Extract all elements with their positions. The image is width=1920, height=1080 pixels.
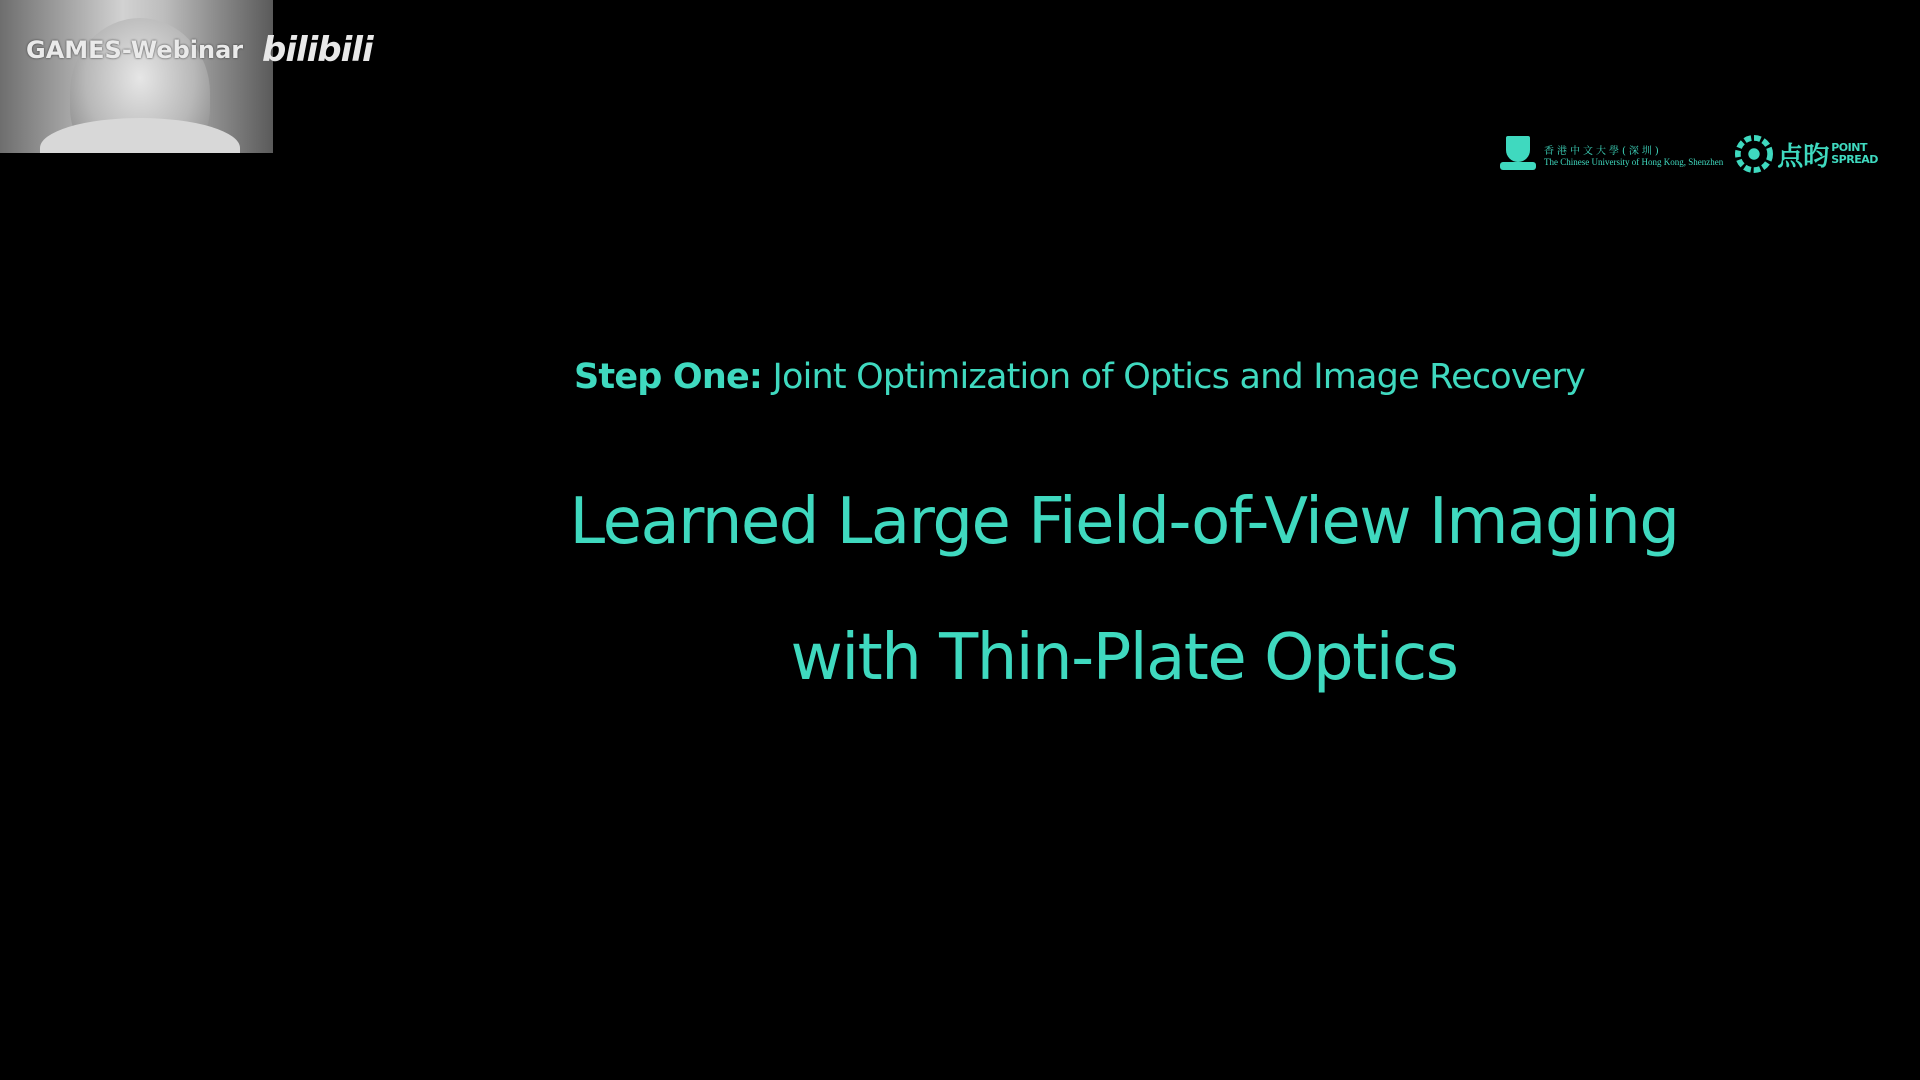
step-label: Step One: [574, 357, 763, 397]
bilibili-logo: bilibili [262, 30, 373, 70]
slide-title-line-2: with Thin-Plate Optics [790, 621, 1458, 695]
cuhk-crest-icon [1500, 134, 1536, 174]
pointspread-word-spread: SPREAD [1831, 153, 1878, 166]
pointspread-aperture-icon [1735, 135, 1773, 173]
slide-title-line-1: Learned Large Field-of-View Imaging [569, 485, 1679, 559]
pointspread-name-zh: 点昀 [1777, 141, 1830, 172]
webcam-video [0, 0, 273, 153]
pointspread-logo [1735, 135, 1878, 173]
sponsor-logos [1500, 132, 1878, 176]
step-text: Joint Optimization of Optics and Image Recovery [762, 357, 1586, 397]
step-heading [574, 357, 1585, 397]
cuhk-logo-text [1544, 142, 1723, 167]
cuhk-name-en: The Chinese University of Hong Kong, Shenzhen [1544, 156, 1724, 167]
games-webinar-watermark: GAMES-Webinar [26, 36, 244, 64]
pointspread-name-en [1831, 142, 1878, 166]
presenter-shoulders [40, 118, 240, 153]
cuhk-name-zh: 香港中文大學(深圳) [1544, 145, 1662, 157]
pointspread-word-point: POINT [1831, 141, 1867, 154]
